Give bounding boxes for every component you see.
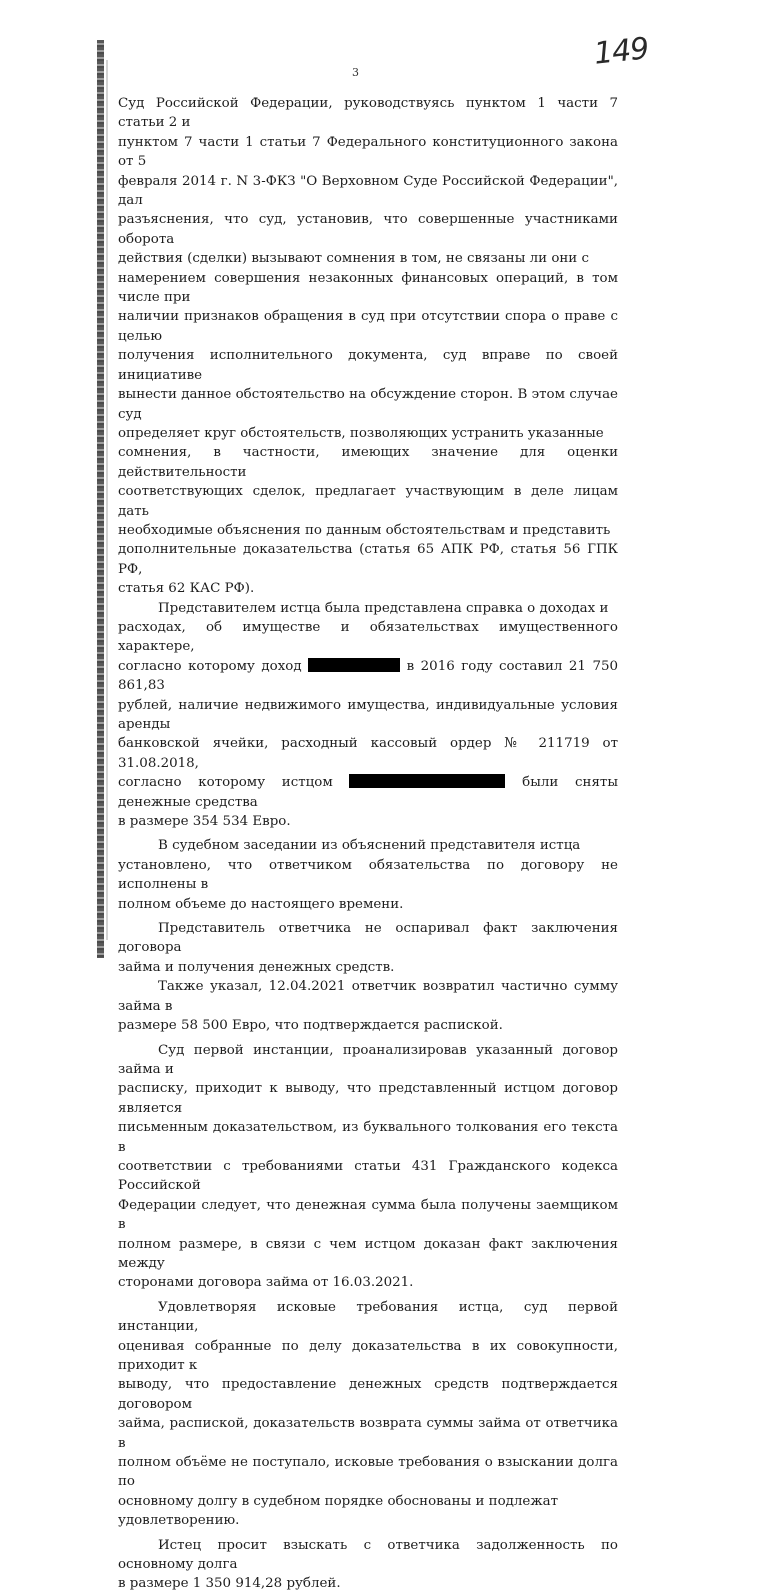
text-line: сторонами договора займа от 16.03.2021. [118,1275,414,1291]
text-segment: согласно которому доход [118,658,302,674]
text-line: удовлетворению. [118,1513,240,1529]
text-line: банковской ячейки, расходный кассовый ордер № 211719 от 31.08.2018, [118,736,618,771]
handwritten-page-mark: 149 [592,31,650,72]
text-line: соответствии с требованиями статьи 431 Гражданского кодекса Российской [118,1158,618,1194]
text-line: займа и получения денежных средств. [118,959,395,975]
text-line: в размере 354 534 Евро. [118,814,291,830]
text-line: в размере 1 350 914,28 рублей. [118,1576,341,1592]
text-line: полном объеме до настоящего времени. [118,896,404,912]
text-line: Представителем истца была представлена справка о доходах и [158,600,609,616]
text-segment: были сняты денежные средства [118,775,618,810]
text-line: полном объёме не поступало, исковые требования о взыскании долга по [118,1455,618,1490]
text-line: расписку, приходит к выводу, что представленный истцом договор является [118,1081,618,1116]
text-line: размере 58 500 Евро, что подтверждается распиской. [118,1018,503,1034]
paragraph-5 [118,977,618,1035]
text-segment: согласно которому истцом [118,775,333,791]
text-line: полном размере, в связи с чем истцом доказан факт заключения между [118,1236,618,1271]
text-line: Удовлетворяя исковые требования истца, суд первой инстанции, [118,1299,618,1335]
scan-binding-edge [97,40,104,958]
page-number: 3 [352,66,359,79]
paragraph-7 [118,1298,618,1531]
paragraph-1 [118,94,618,599]
paragraph-6 [118,1041,618,1293]
text-line: рублей, наличие недвижимого имущества, индивидуальные условия аренды [118,697,618,732]
paragraph-3 [118,836,618,914]
text-line: получения исполнительного документа, суд вправе по своей инициативе [118,348,618,383]
text-line: пунктом 7 части 1 статьи 7 Федерального конституционного закона от 5 [118,134,618,170]
text-line: Федерации следует, что денежная сумма была получены заемщиком в [118,1197,618,1233]
text-line: займа, распиской, доказательств возврата суммы займа от ответчика в [118,1416,618,1451]
scan-shadow-line [106,60,108,940]
text-segment: в 2016 году составил 21 750 861,83 [118,658,618,694]
text-line: разъяснения, что суд, установив, что совершенные участниками оборота [118,212,618,247]
text-line: установлено, что ответчиком обязательства по договору не исполнены в [118,857,618,893]
text-line-with-redaction [118,657,618,696]
text-line: необходимые объяснения по данным обстоятельствам и представить [118,522,611,538]
text-line: наличии признаков обращения в суд при отсутствии спора о праве с целью [118,309,618,344]
text-line: Представитель ответчика не оспаривал факт заключения договора [118,921,618,956]
text-line: Суд первой инстанции, проанализировав указанный договор займа и [118,1042,618,1077]
text-line: Истец просит взыскать с ответчика задолженность по основному долга [118,1537,618,1573]
text-line: Суд Российской Федерации, руководствуясь пунктом 1 части 7 статьи 2 и [118,96,618,131]
text-line-with-redaction [118,773,618,812]
paragraph-2 [118,599,618,832]
text-line: сомнения, в частности, имеющих значение для оценки действительности [118,445,618,480]
text-line: основному долгу в судебном порядке обоснованы и подлежат [118,1493,559,1509]
text-line: В судебном заседании из объяснений представителя истца [158,838,581,854]
text-line: дополнительные доказательства (статья 65 АПК РФ, статья 56 ГПК РФ, [118,542,618,577]
redaction-block [308,658,400,672]
text-line: февраля 2014 г. N 3-ФКЗ "О Верховном Суде Российской Федерации", дал [118,173,618,209]
text-line: соответствующих сделок, предлагает участвующим в деле лицам дать [118,484,618,519]
text-line: оценивая собранные по делу доказательства в их совокупности, приходит к [118,1338,618,1373]
text-line: определяет круг обстоятельств, позволяющих устранить указанные [118,425,604,441]
text-line: расходах, об имуществе и обязательствах имущественного характере, [118,619,618,655]
text-line: вынести данное обстоятельство на обсуждение сторон. В этом случае суд [118,387,618,422]
paragraph-8 [118,1536,618,1594]
document-body [118,94,618,1594]
text-line: статья 62 КАС РФ). [118,581,255,597]
text-line: Также указал, 12.04.2021 ответчик возвратил частично сумму займа в [118,979,618,1014]
text-line: письменным доказательством, из буквального толкования его текста в [118,1120,618,1155]
text-line: намерением совершения незаконных финансовых операций, в том числе при [118,270,618,306]
text-line: выводу, что предоставление денежных средств подтверждается договором [118,1377,618,1412]
redaction-block [349,774,505,788]
paragraph-4 [118,919,618,977]
text-line: действия (сделки) вызывают сомнения в том, не связаны ли они с [118,251,589,267]
